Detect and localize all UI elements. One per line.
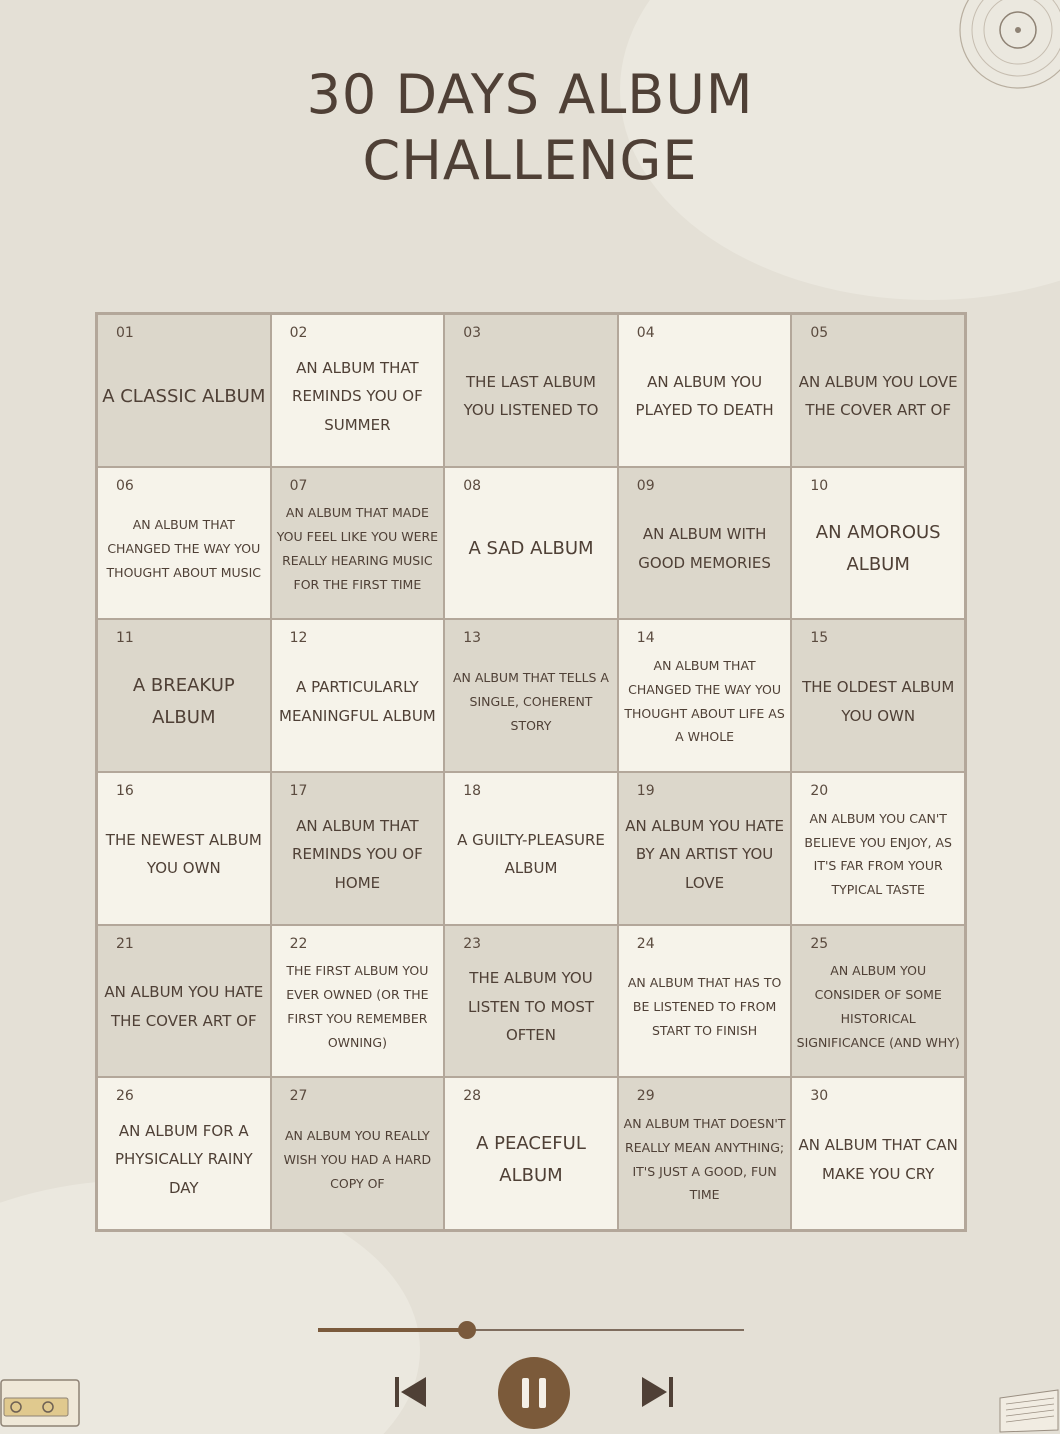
day-cell — [271, 925, 445, 1078]
pause-icon — [517, 1378, 551, 1408]
day-cell — [97, 925, 271, 1078]
day-number: 21 — [116, 935, 134, 952]
day-number: 11 — [116, 630, 134, 647]
day-prompt: AN ALBUM YOU HATE BY AN ARTIST YOU LOVE — [625, 816, 784, 892]
day-prompt: A SAD ALBUM — [468, 538, 594, 560]
next-button[interactable] — [640, 1374, 676, 1410]
day-cell — [618, 925, 792, 1078]
skip-previous-icon — [392, 1374, 428, 1410]
day-cell — [271, 772, 445, 925]
day-prompt: AN ALBUM YOU HATE THE COVER ART OF — [104, 983, 264, 1030]
day-number: 06 — [116, 477, 134, 494]
day-prompt: AN ALBUM YOU LOVE THE COVER ART OF — [798, 372, 958, 420]
progress-knob[interactable] — [458, 1321, 476, 1339]
day-number: 17 — [289, 783, 308, 799]
day-number: 04 — [636, 325, 655, 341]
day-cell — [791, 1077, 965, 1230]
day-cell — [444, 1077, 618, 1230]
day-cell — [271, 1077, 445, 1230]
day-cell — [97, 619, 271, 772]
day-cell — [444, 772, 618, 925]
day-number: 29 — [636, 1088, 655, 1105]
day-prompt: A CLASSIC ALBUM — [102, 385, 266, 407]
day-cell — [618, 1077, 792, 1230]
day-number: 02 — [289, 325, 308, 341]
day-cell — [444, 925, 618, 1078]
day-number: 22 — [289, 935, 308, 952]
day-number: 20 — [810, 783, 829, 799]
day-number: 18 — [463, 783, 482, 799]
day-cell — [97, 1077, 271, 1230]
day-cell — [97, 772, 271, 925]
day-cell — [271, 467, 445, 620]
day-prompt: A PEACEFUL ALBUM — [476, 1133, 586, 1186]
day-number: 05 — [810, 325, 829, 341]
day-prompt: A PARTICULARLY MEANINGFUL ALBUM — [279, 678, 436, 725]
day-prompt: THE ALBUM YOU LISTEN TO MOST OFTEN — [467, 969, 595, 1045]
page-title — [0, 62, 1060, 194]
day-cell — [271, 619, 445, 772]
day-cell — [97, 467, 271, 620]
cassette-tape-icon — [0, 1376, 84, 1432]
day-prompt: THE FIRST ALBUM YOU EVER OWNED (OR THE FIRST YOU REMEMBER OWNING) — [286, 963, 429, 1050]
day-prompt: AN ALBUM THAT CHANGED THE WAY YOU THOUGHT ABOUT MUSIC — [106, 517, 262, 580]
day-prompt: THE LAST ALBUM YOU LISTENED TO — [463, 372, 599, 420]
day-prompt: AN ALBUM THAT DOESN'T REALLY MEAN ANYTHING; IT'S JUST A GOOD, FUN TIME — [623, 1116, 786, 1203]
pause-button[interactable] — [498, 1357, 570, 1429]
day-number: 10 — [810, 477, 829, 494]
day-number: 08 — [463, 477, 482, 494]
day-cell — [444, 619, 618, 772]
day-cell — [791, 619, 965, 772]
day-cell — [791, 314, 965, 467]
day-cell — [618, 467, 792, 620]
day-number: 13 — [463, 630, 482, 647]
day-cell — [444, 314, 618, 467]
day-prompt: AN ALBUM FOR A PHYSICALLY RAINY DAY — [114, 1121, 253, 1197]
day-number: 12 — [289, 630, 308, 647]
day-number: 25 — [810, 935, 829, 952]
challenge-grid — [95, 312, 967, 1232]
day-number: 15 — [810, 630, 829, 647]
day-prompt: AN ALBUM YOU REALLY WISH YOU HAD A HARD COPY OF — [283, 1128, 432, 1191]
day-number: 28 — [463, 1088, 482, 1105]
title-line-1: 30 DAYS ALBUM — [306, 63, 754, 126]
day-number: 26 — [116, 1088, 134, 1105]
day-prompt: THE NEWEST ALBUM YOU OWN — [105, 830, 262, 878]
day-prompt: AN ALBUM THAT TELLS A SINGLE, COHERENT STORY — [452, 670, 609, 733]
day-number: 07 — [289, 477, 308, 494]
day-prompt: AN ALBUM THAT CAN MAKE YOU CRY — [798, 1136, 958, 1183]
day-cell — [618, 772, 792, 925]
day-number: 19 — [636, 783, 655, 799]
progress-fill — [318, 1328, 467, 1332]
day-prompt: AN ALBUM THAT CHANGED THE WAY YOU THOUGHT ABOUT LIFE AS A WHOLE — [624, 658, 785, 745]
day-prompt: AN ALBUM THAT REMINDS YOU OF SUMMER — [292, 358, 423, 434]
day-cell — [791, 467, 965, 620]
day-prompt: AN ALBUM YOU CONSIDER OF SOME HISTORICAL SIGNIFICANCE (AND WHY) — [796, 963, 960, 1050]
day-number: 24 — [636, 935, 655, 952]
title-line-2: CHALLENGE — [362, 129, 698, 192]
day-cell — [444, 467, 618, 620]
day-cell — [791, 772, 965, 925]
progress-bar[interactable] — [318, 1320, 744, 1340]
day-prompt: AN ALBUM WITH GOOD MEMORIES — [638, 525, 771, 572]
day-number: 16 — [116, 783, 134, 799]
day-cell — [618, 314, 792, 467]
previous-button[interactable] — [392, 1374, 428, 1410]
day-prompt: A GUILTY-PLEASURE ALBUM — [457, 830, 605, 878]
day-prompt: AN ALBUM YOU PLAYED TO DEATH — [635, 372, 774, 420]
day-number: 30 — [810, 1088, 829, 1105]
day-number: 01 — [116, 325, 134, 341]
day-cell — [618, 619, 792, 772]
day-number: 03 — [463, 325, 482, 341]
day-number: 27 — [289, 1088, 308, 1105]
day-cell — [791, 925, 965, 1078]
day-prompt: AN ALBUM THAT REMINDS YOU OF HOME — [292, 816, 423, 892]
sheet-music-icon — [996, 1386, 1060, 1434]
day-number: 09 — [636, 477, 655, 494]
day-prompt: AN ALBUM THAT MADE YOU FEEL LIKE YOU WERE REALLY HEARING MUSIC FOR THE FIRST TIME — [276, 505, 439, 592]
day-prompt: THE OLDEST ALBUM YOU OWN — [802, 678, 955, 725]
day-prompt: A BREAKUP ALBUM — [132, 675, 235, 728]
day-prompt: AN ALBUM YOU CAN'T BELIEVE YOU ENJOY, AS IT'S FAR FROM YOUR TYPICAL TASTE — [804, 810, 952, 898]
day-number: 23 — [463, 935, 482, 952]
day-cell — [271, 314, 445, 467]
day-number: 14 — [636, 630, 655, 647]
day-prompt: AN AMOROUS ALBUM — [815, 522, 941, 575]
skip-next-icon — [640, 1374, 676, 1410]
day-cell — [97, 314, 271, 467]
day-prompt: AN ALBUM THAT HAS TO BE LISTENED TO FROM START TO FINISH — [627, 975, 782, 1038]
